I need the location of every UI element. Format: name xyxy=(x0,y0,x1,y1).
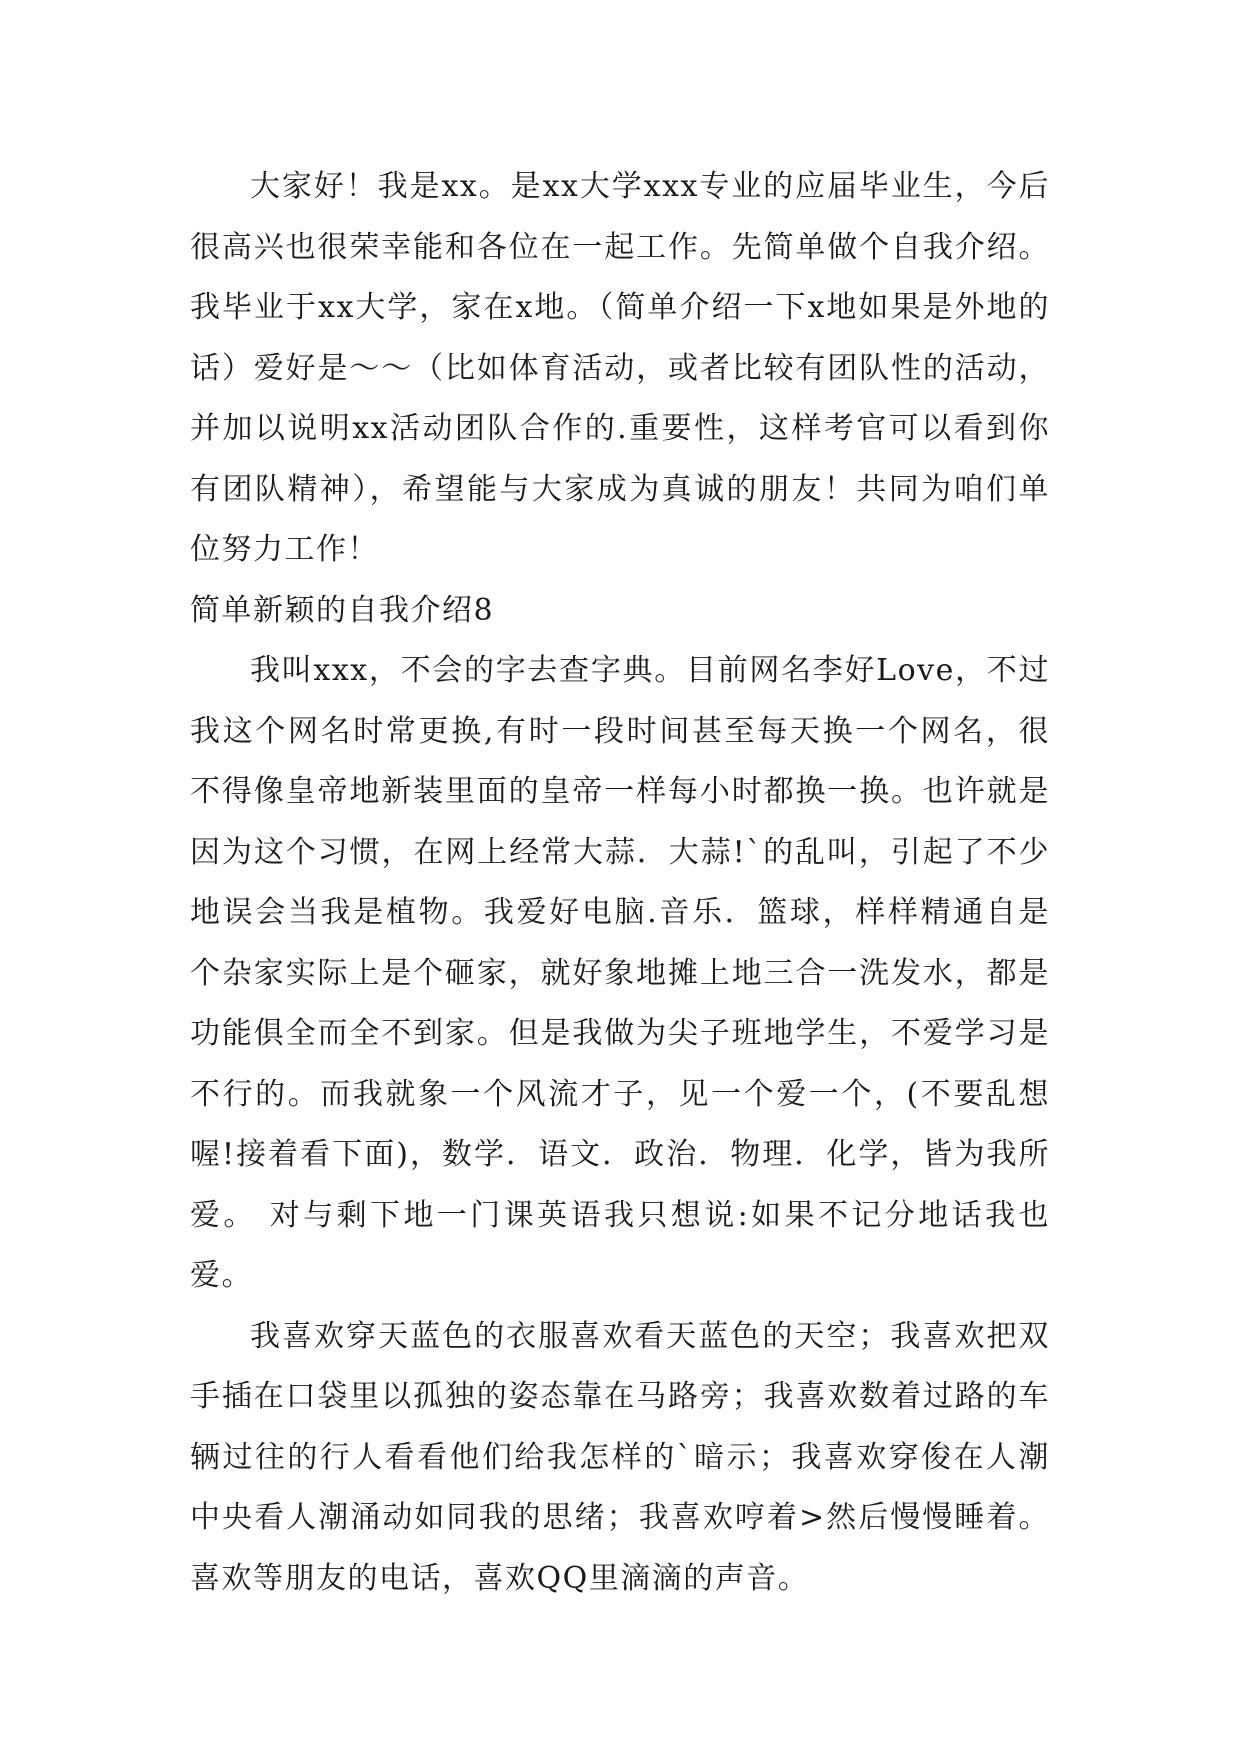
body-paragraph-2: 我喜欢穿天蓝色的衣服喜欢看天蓝色的天空；我喜欢把双手插在口袋里以孤独的姿态靠在马路旁；我喜欢数着过路的车辆过往的行人看看他们给我怎样的`暗示；我喜欢穿俊在人潮中央看人潮涌动如同我的思绪；我喜欢哼着>然后慢慢睡着。喜欢等朋友的电话，喜欢QQ里滴滴的声音。 xyxy=(190,1318,1050,1596)
intro-paragraph: 大家好！我是xx。是xx大学xxx专业的应届毕业生，今后很高兴也很荣幸能和各位在一起工作。先简单做个自我介绍。我毕业于xx大学，家在x地。（简单介绍一下x地如果是外地的话）爱好是～～（比如体育活动，或者比较有团队性的活动，并加以说明xx活动团队合作的.重要性，这样考官可以看到你有团队精神），希望能与大家成为真诚的朋友！共同为咱们单位努力工作！ xyxy=(190,169,1050,567)
document-body xyxy=(190,157,1050,1609)
section-title: 简单新颖的自我介绍8 xyxy=(190,592,495,628)
body-paragraph-1: 我叫xxx，不会的字去查字典。目前网名李好Love，不过我这个网名时常更换,有时一段时间甚至每天换一个网名，很不得像皇帝地新装里面的皇帝一样每小时都换一换。也许就是因为这个习惯，在网上经常大蒜．大蒜!`的乱叫，引起了不少地误会当我是植物。我爱好电脑.音乐．篮球，样样精通自是个杂家实际上是个砸家，就好象地摊上地三合一洗发水，都是功能俱全而全不到家。但是我做为尖子班地学生，不爱学习是不行的。而我就象一个风流才子，见一个爱一个，(不要乱想喔!接着看下面)，数学．语文．政治．物理．化学，皆为我所爱。 对与剩下地一门课英语我只想说:如果不记分地话我也爱。 xyxy=(190,653,1050,1293)
